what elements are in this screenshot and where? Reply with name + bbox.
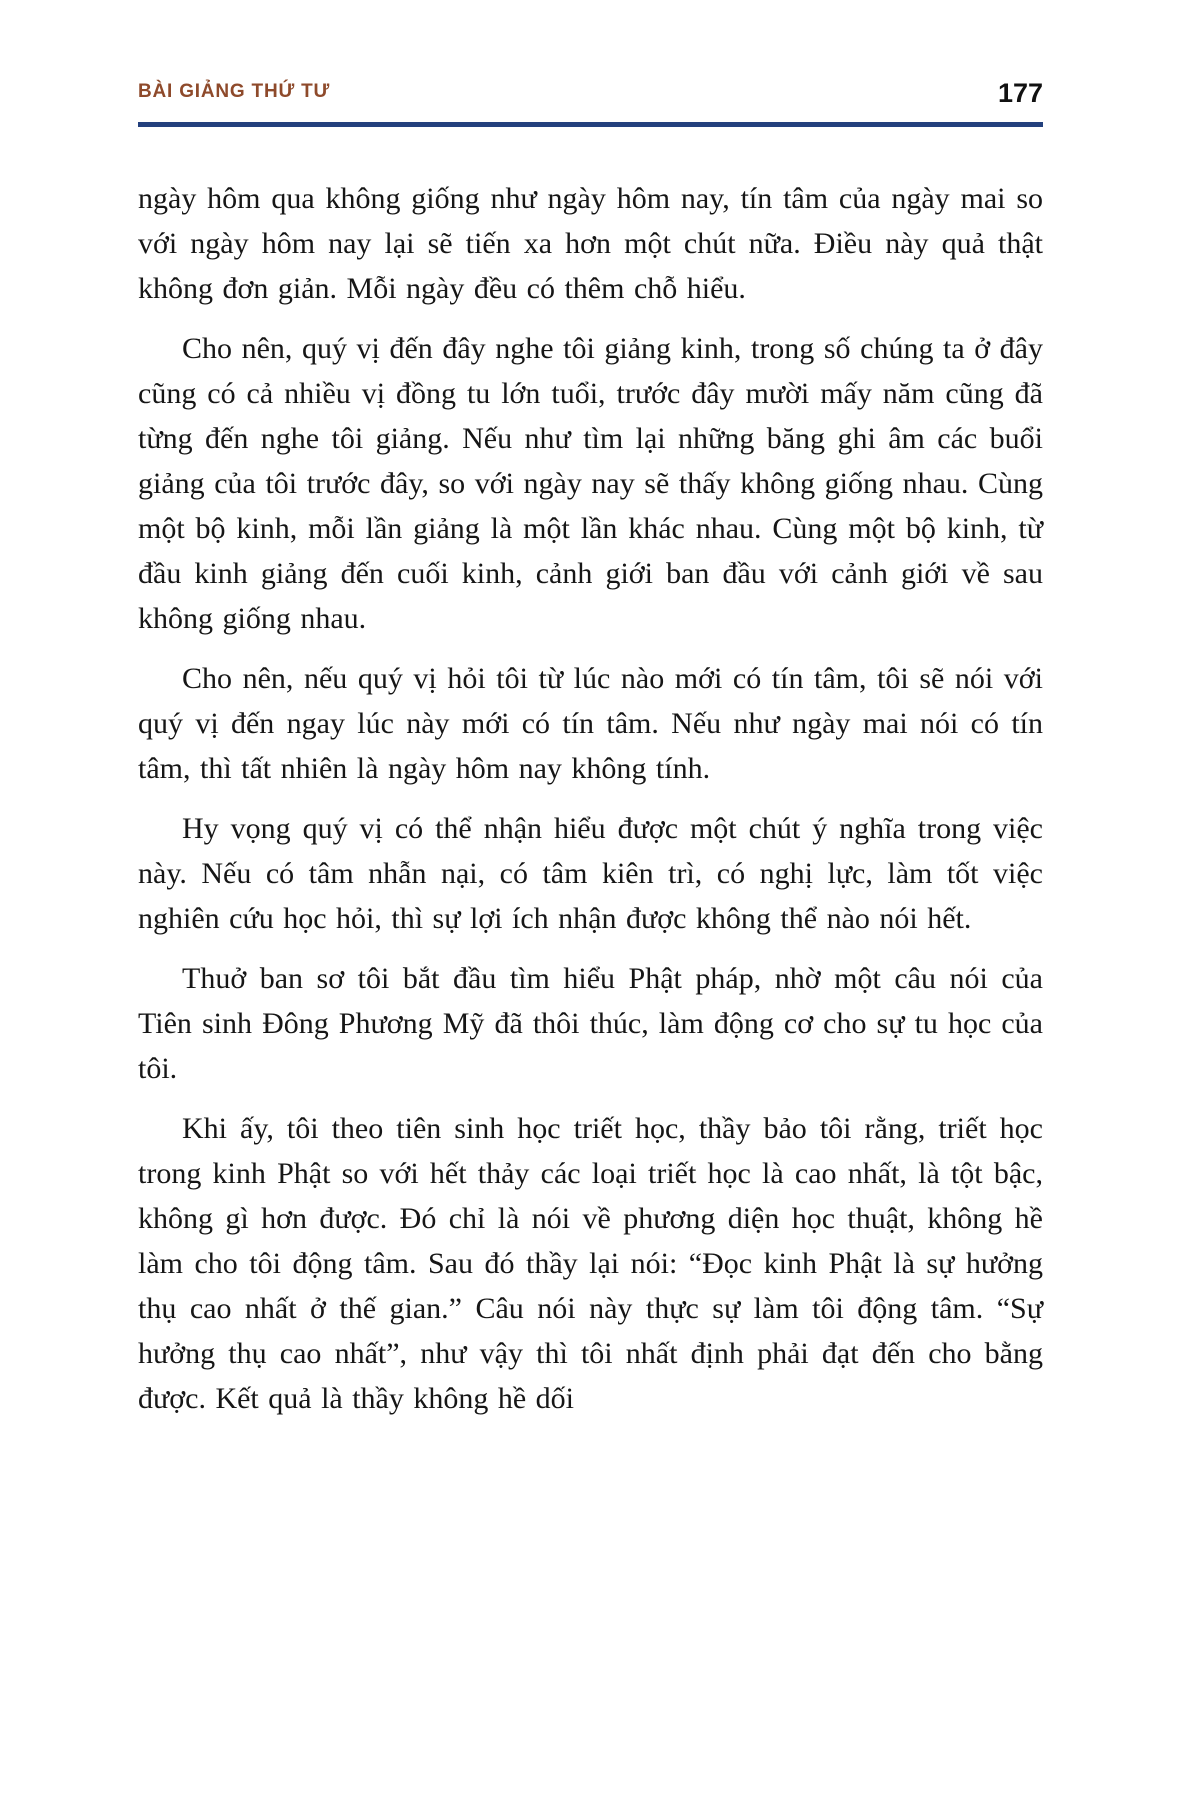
paragraph: Hy vọng quý vị có thể nhận hiểu được một chút ý nghĩa trong việc này. Nếu có tâm nhẫn nại, có tâm kiên trì, có nghị lực, làm tốt việc nghiên cứu học hỏi, thì sự lợi ích nhận được không thể nào nói hết. [138,812,1043,935]
page-number: 177 [997,78,1043,108]
paragraph: ngày hôm qua không giống như ngày hôm nay, tín tâm của ngày mai so với ngày hôm nay lại sẽ tiến xa hơn một chút nữa. Điều này quả thật không đơn giản. Mỗi ngày đều có thêm chỗ hiểu. [138,182,1043,305]
paragraph: Khi ấy, tôi theo tiên sinh học triết học, thầy bảo tôi rằng, triết học trong kinh Phật so với hết thảy các loại triết học là cao nhất, là tột bậc, không gì hơn được. Đó chỉ là nói về phương diện học thuật, không hề làm cho tôi động tâm. Sau đó thầy lại nói: “Đọc kinh Phật là sự hưởng thụ cao nhất ở thế gian.” Câu nói này thực sự làm tôi động tâm. “Sự hưởng thụ cao nhất”, như vậy thì tôi nhất định phải đạt đến cho bằng được. Kết quả là thầy không hề dối [138,1112,1043,1415]
running-head: BÀI GIẢNG THỨ TƯ [138,81,331,102]
page-header [138,78,1043,113]
header-rule [138,122,1043,127]
paragraph: Cho nên, nếu quý vị hỏi tôi từ lúc nào mới có tín tâm, tôi sẽ nói với quý vị đến ngay lúc này mới có tín tâm. Nếu như ngày mai nói có tín tâm, thì tất nhiên là ngày hôm nay không tính. [138,662,1043,785]
paragraph: Thuở ban sơ tôi bắt đầu tìm hiểu Phật pháp, nhờ một câu nói của Tiên sinh Đông Phương Mỹ đã thôi thúc, làm động cơ cho sự tu học của tôi. [138,962,1043,1085]
page-body [138,176,1043,1421]
paragraph: Cho nên, quý vị đến đây nghe tôi giảng kinh, trong số chúng ta ở đây cũng có cả nhiều vị đồng tu lớn tuổi, trước đây mười mấy năm cũng đã từng đến nghe tôi giảng. Nếu như tìm lại những băng ghi âm các buổi giảng của tôi trước đây, so với ngày nay sẽ thấy không giống nhau. Cùng một bộ kinh, mỗi lần giảng là một lần khác nhau. Cùng một bộ kinh, từ đầu kinh giảng đến cuối kinh, cảnh giới ban đầu với cảnh giới về sau không giống nhau. [138,332,1043,635]
